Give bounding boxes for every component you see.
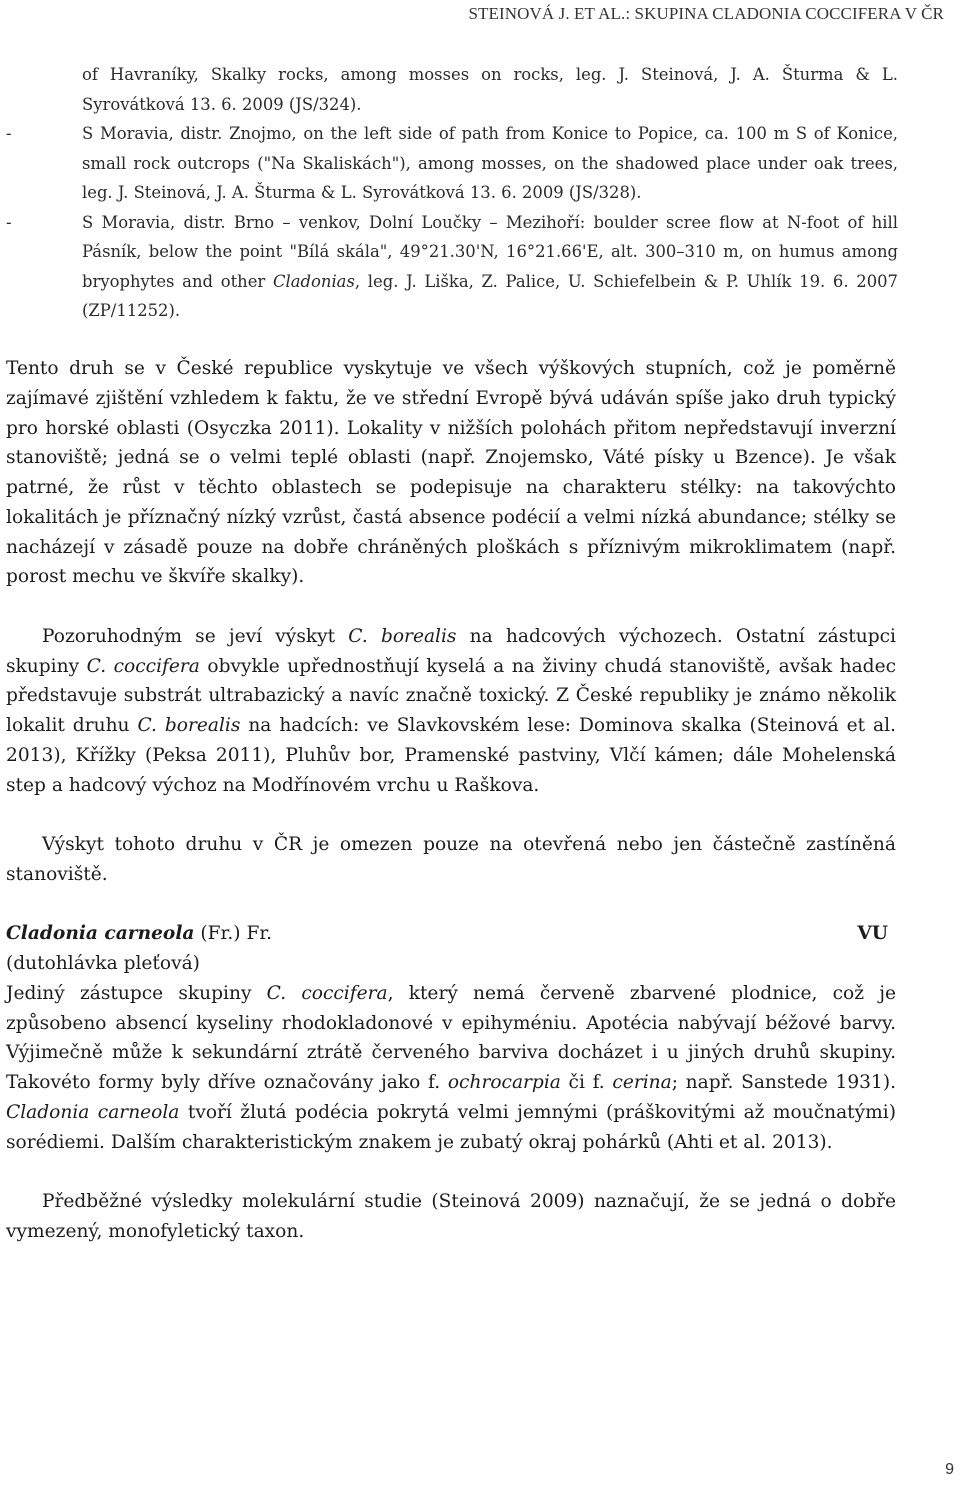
list-dash: - — [6, 124, 12, 143]
paragraph-molecular: Předběžné výsledky molekulární studie (Steinová 2009) naznačují, že se jedná o dobře vymezený, monofyletický taxon. — [6, 1191, 896, 1242]
record-text-tail: , leg. J. Liška, Z. Palice, U. Schiefelbein & P. Uhlík 19. 6. 2007 (ZP/11252). — [82, 271, 898, 320]
taxon-name: Cladonia carneola — [6, 1101, 180, 1123]
paragraph-serpentine — [6, 622, 896, 801]
text-run: obvykle upřednostňují kyselá a na živiny chudá stanoviště, avšak hadec představuje substrát ultrabazický a navíc značně toxický. Z České republiky je známo několik lokalit druhu — [6, 655, 896, 736]
page-number: 9 — [945, 1461, 954, 1478]
specimen-record — [6, 208, 898, 326]
species-czech-name: (dutohlávka pleťová) — [6, 953, 200, 974]
text-run: Pozoruhodným se jeví výskyt — [42, 625, 349, 647]
specimen-record — [6, 60, 898, 119]
record-text-part: S Moravia, distr. Brno – venkov, Dolní Loučky – Mezihoří: boulder scree flow at N-foot of hill Pásník, below the point "Bílá skála", 49°21.30'N, 16°21.66'E, alt. 300–310 m, on humus among bryophytes and other — [82, 212, 898, 291]
record-text — [82, 208, 898, 326]
record-italic-taxon: Cladonias — [272, 271, 355, 291]
text-run: či f. — [560, 1072, 613, 1093]
record-text: S Moravia, distr. Znojmo, on the left side of path from Konice to Popice, ca. 100 m S of Konice, small rock outcrops ("Na Skaliskách"), among mosses, on the shadowed place under oak trees, leg. J. Steinová, J. A. Šturma & L. Syrovátková 13. 6. 2009 (JS/328). — [82, 124, 898, 202]
taxon-name: C. borealis — [137, 715, 241, 736]
text-run: na hadcích: ve Slavkovském lese: Dominova skalka (Steinová et al. 2013), Křížky (Peksa 2011), Pluhův bor, Pramenské pastviny, Vlčí kámen; dále Mohelenská step a hadcový výchoz na Modřínovém vrchu u Raškova. — [6, 715, 896, 796]
text-run: Jediný zástupce skupiny — [6, 982, 267, 1004]
text-run: ; např. Sanstede 1931). — [671, 1072, 896, 1093]
text-run: tvoří žlutá podécia pokrytá velmi jemnými (práškovitými až moučnatými) sorédiemi. Dalším charakteristickým znakem je zubatý okraj pohárků (Ahti et al. 2013). — [6, 1101, 896, 1153]
species-heading — [6, 919, 896, 949]
paragraph-distribution: Tento druh se v České republice vyskytuje ve všech výškových stupních, což je poměrně zajímavé zjištění vzhledem k faktu, že ve střední Evropě bývá udáván spíše jako druh typický pro horské oblasti (Osyczka 2011). Lokality v nižších polohách přitom nepředstavují inverzní stanoviště; jedná se o velmi teplé oblasti (např. Znojemsko, Váté písky u Bzence). Je však patrné, že růst v těchto oblastech se podepisuje na charakteru stélky: na takovýchto lokalitách je příznačný nízký vzrůst, častá absence podécií a velmi nízká abundance; stélky se nacházejí v zásadě pouze na dobře chráněných ploškách s příznivým mikroklimatem (např. porost mechu ve škvíře skalky). — [6, 358, 896, 588]
species-title — [6, 919, 272, 949]
specimen-records — [6, 60, 898, 326]
taxon-name: cerina — [612, 1072, 672, 1093]
list-dash: - — [6, 212, 12, 232]
paragraph-habitat: Výskyt tohoto druhu v ČR je omezen pouze na otevřená nebo jen částečně zastíněná stanoviště. — [6, 834, 896, 885]
record-text: of Havraníky, Skalky rocks, among mosses on rocks, leg. J. Steinová, J. A. Šturma & L. Syrovátková 13. 6. 2009 (JS/324). — [82, 65, 898, 114]
taxon-name: ochrocarpia — [447, 1072, 561, 1093]
text-run: , který nemá červeně zbarvené plodnice, což je způsobeno absencí kyseliny rhodokladonové v epihyméniu. Apotécia nabývají béžové barvy. Výjimečně může k sekundární ztrátě červeného barviva docházet i u jiných druhů skupiny. Takovéto formy byly dříve označovány jako f. — [6, 982, 896, 1093]
taxon-name: C. coccifera — [266, 982, 388, 1004]
species-name: Cladonia carneola — [6, 923, 195, 945]
taxon-name: C. coccifera — [86, 655, 200, 677]
running-header: STEINOVÁ J. ET AL.: SKUPINA CLADONIA COCCIFERA V ČR — [468, 4, 944, 23]
taxon-name: C. borealis — [348, 625, 457, 647]
main-text — [6, 354, 896, 1247]
redlist-status-badge: VU — [857, 923, 888, 945]
text-run: na hadcových výchozech. Ostatní zástupci skupiny — [6, 625, 896, 677]
species-author: (Fr.) Fr. — [194, 923, 273, 945]
specimen-record — [6, 119, 898, 208]
paragraph-description — [6, 979, 896, 1158]
